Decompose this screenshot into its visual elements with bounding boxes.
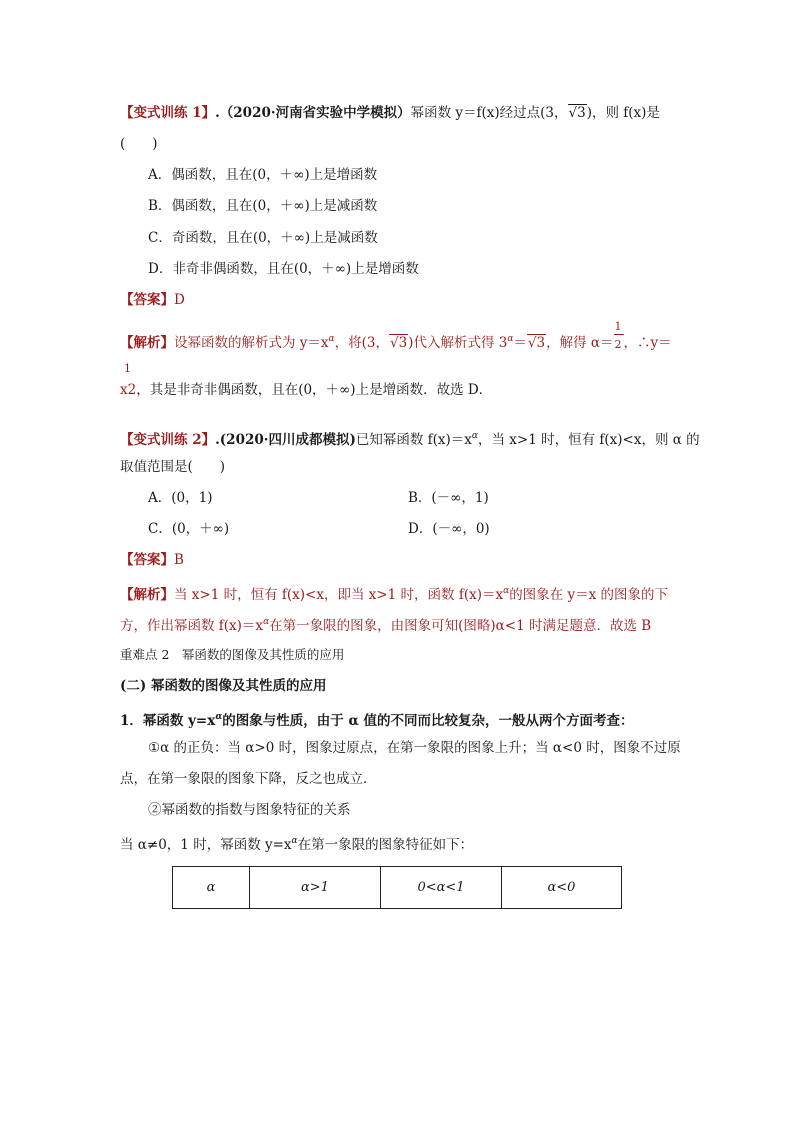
table-cell: α>1	[250, 867, 381, 909]
analysis-line-2: x2，其是非奇非偶函数，且在(0，＋∞)上是增函数．故选 D．	[120, 382, 493, 398]
analysis-line-1: 【解析】当 x>1 时，恒有 f(x)<x，即当 x>1 时，函数 $f(x)=x^\alpha$的图象在 y＝x 的图象的下	[120, 586, 669, 603]
option-a: A．偶函数，且在(0，＋∞)上是增函数	[148, 167, 378, 183]
answer-paren: ( )	[120, 136, 158, 152]
sqrt-symbol: √3	[568, 105, 586, 121]
exponent-numerator: 1	[124, 362, 131, 375]
table-cell: α	[173, 867, 250, 909]
option-d: D．(－∞，0)	[408, 521, 490, 537]
exponent-table	[172, 866, 622, 909]
point-1-line-2: 点，在第一象限的图象下降，反之也成立．	[120, 771, 377, 787]
exercise-tag: 【变式训练 1】	[120, 105, 216, 121]
analysis-tag: 【解析】	[120, 587, 174, 603]
answer-tag: 【答案】	[120, 552, 174, 568]
exercise-source: .(2020·四川成都模拟)	[215, 432, 356, 448]
exercise-source: .（2020·河南省实验中学模拟）	[215, 105, 411, 121]
subsection-heading: (二) 幂函数的图像及其性质的应用	[120, 678, 327, 694]
exercise-2-stem-line2: 取值范围是( )	[120, 459, 226, 475]
analysis-line-1: 【解析】设幂函数的解析式为 $y=x^\alpha$，将(3，√3)代入解析式得 $3^\alpha=√3$，解得 α＝ $\frac{1}{2}$ ，∴y＝	[120, 320, 672, 351]
answer-line	[120, 291, 185, 309]
analysis-tag: 【解析】	[120, 335, 174, 351]
answer-tag: 【答案】	[120, 292, 174, 308]
exercise-2-stem: 【变式训练 2】.(2020·四川成都模拟)已知幂函数 $f(x)=x^\alpha$，当 x>1 时，恒有 f(x)<x，则 α 的	[120, 431, 700, 448]
answer-value: D	[174, 292, 185, 308]
answer-line	[120, 551, 184, 569]
analysis-line-2: 方，作出幂函数 $f(x)=x^\alpha$在第一象限的图象，由图象可知(图略)α<1 时满足题意．故选 B	[120, 617, 652, 634]
option-b: B．偶函数，且在(0，＋∞)上是减函数	[148, 198, 378, 214]
point-1: 1．幂函数 $y=x^\alpha$的图象与性质，由于 α 值的不同而比较复杂，一般从两个方面考查：	[120, 712, 634, 729]
section-heading: 重难点 2 幂函数的图像及其性质的应用	[120, 647, 345, 662]
table-row	[173, 867, 622, 909]
option-a: A．(0，1)	[148, 490, 213, 506]
fraction-one-half: $\frac{1}{2}$	[614, 320, 622, 351]
point-2: ②幂函数的指数与图象特征的关系	[148, 802, 351, 818]
option-d: D．非奇非偶函数，且在(0，＋∞)上是增函数	[148, 261, 419, 277]
point-1-line-1: ①α 的正负：当 α>0 时，图象过原点，在第一象限的图象上升；当 α<0 时，图象不过原	[148, 740, 681, 756]
table-cell: 0<α<1	[381, 867, 502, 909]
answer-value: B	[174, 552, 184, 568]
exercise-tag: 【变式训练 2】	[120, 432, 216, 448]
option-c: C．奇函数，且在(0，＋∞)上是减函数	[148, 230, 378, 246]
point-3: 当 α≠0，1 时，幂函数 $y=x^\alpha$在第一象限的图象特征如下：	[120, 836, 474, 853]
table-cell: α<0	[502, 867, 622, 909]
option-c: C．(0，＋∞)	[148, 521, 230, 537]
exercise-1-stem: 【变式训练 1】.（2020·河南省实验中学模拟）幂函数 y＝f(x)经过点(3，√3)，则 f(x)是	[120, 105, 660, 121]
option-b: B．(－∞，1)	[408, 490, 489, 506]
